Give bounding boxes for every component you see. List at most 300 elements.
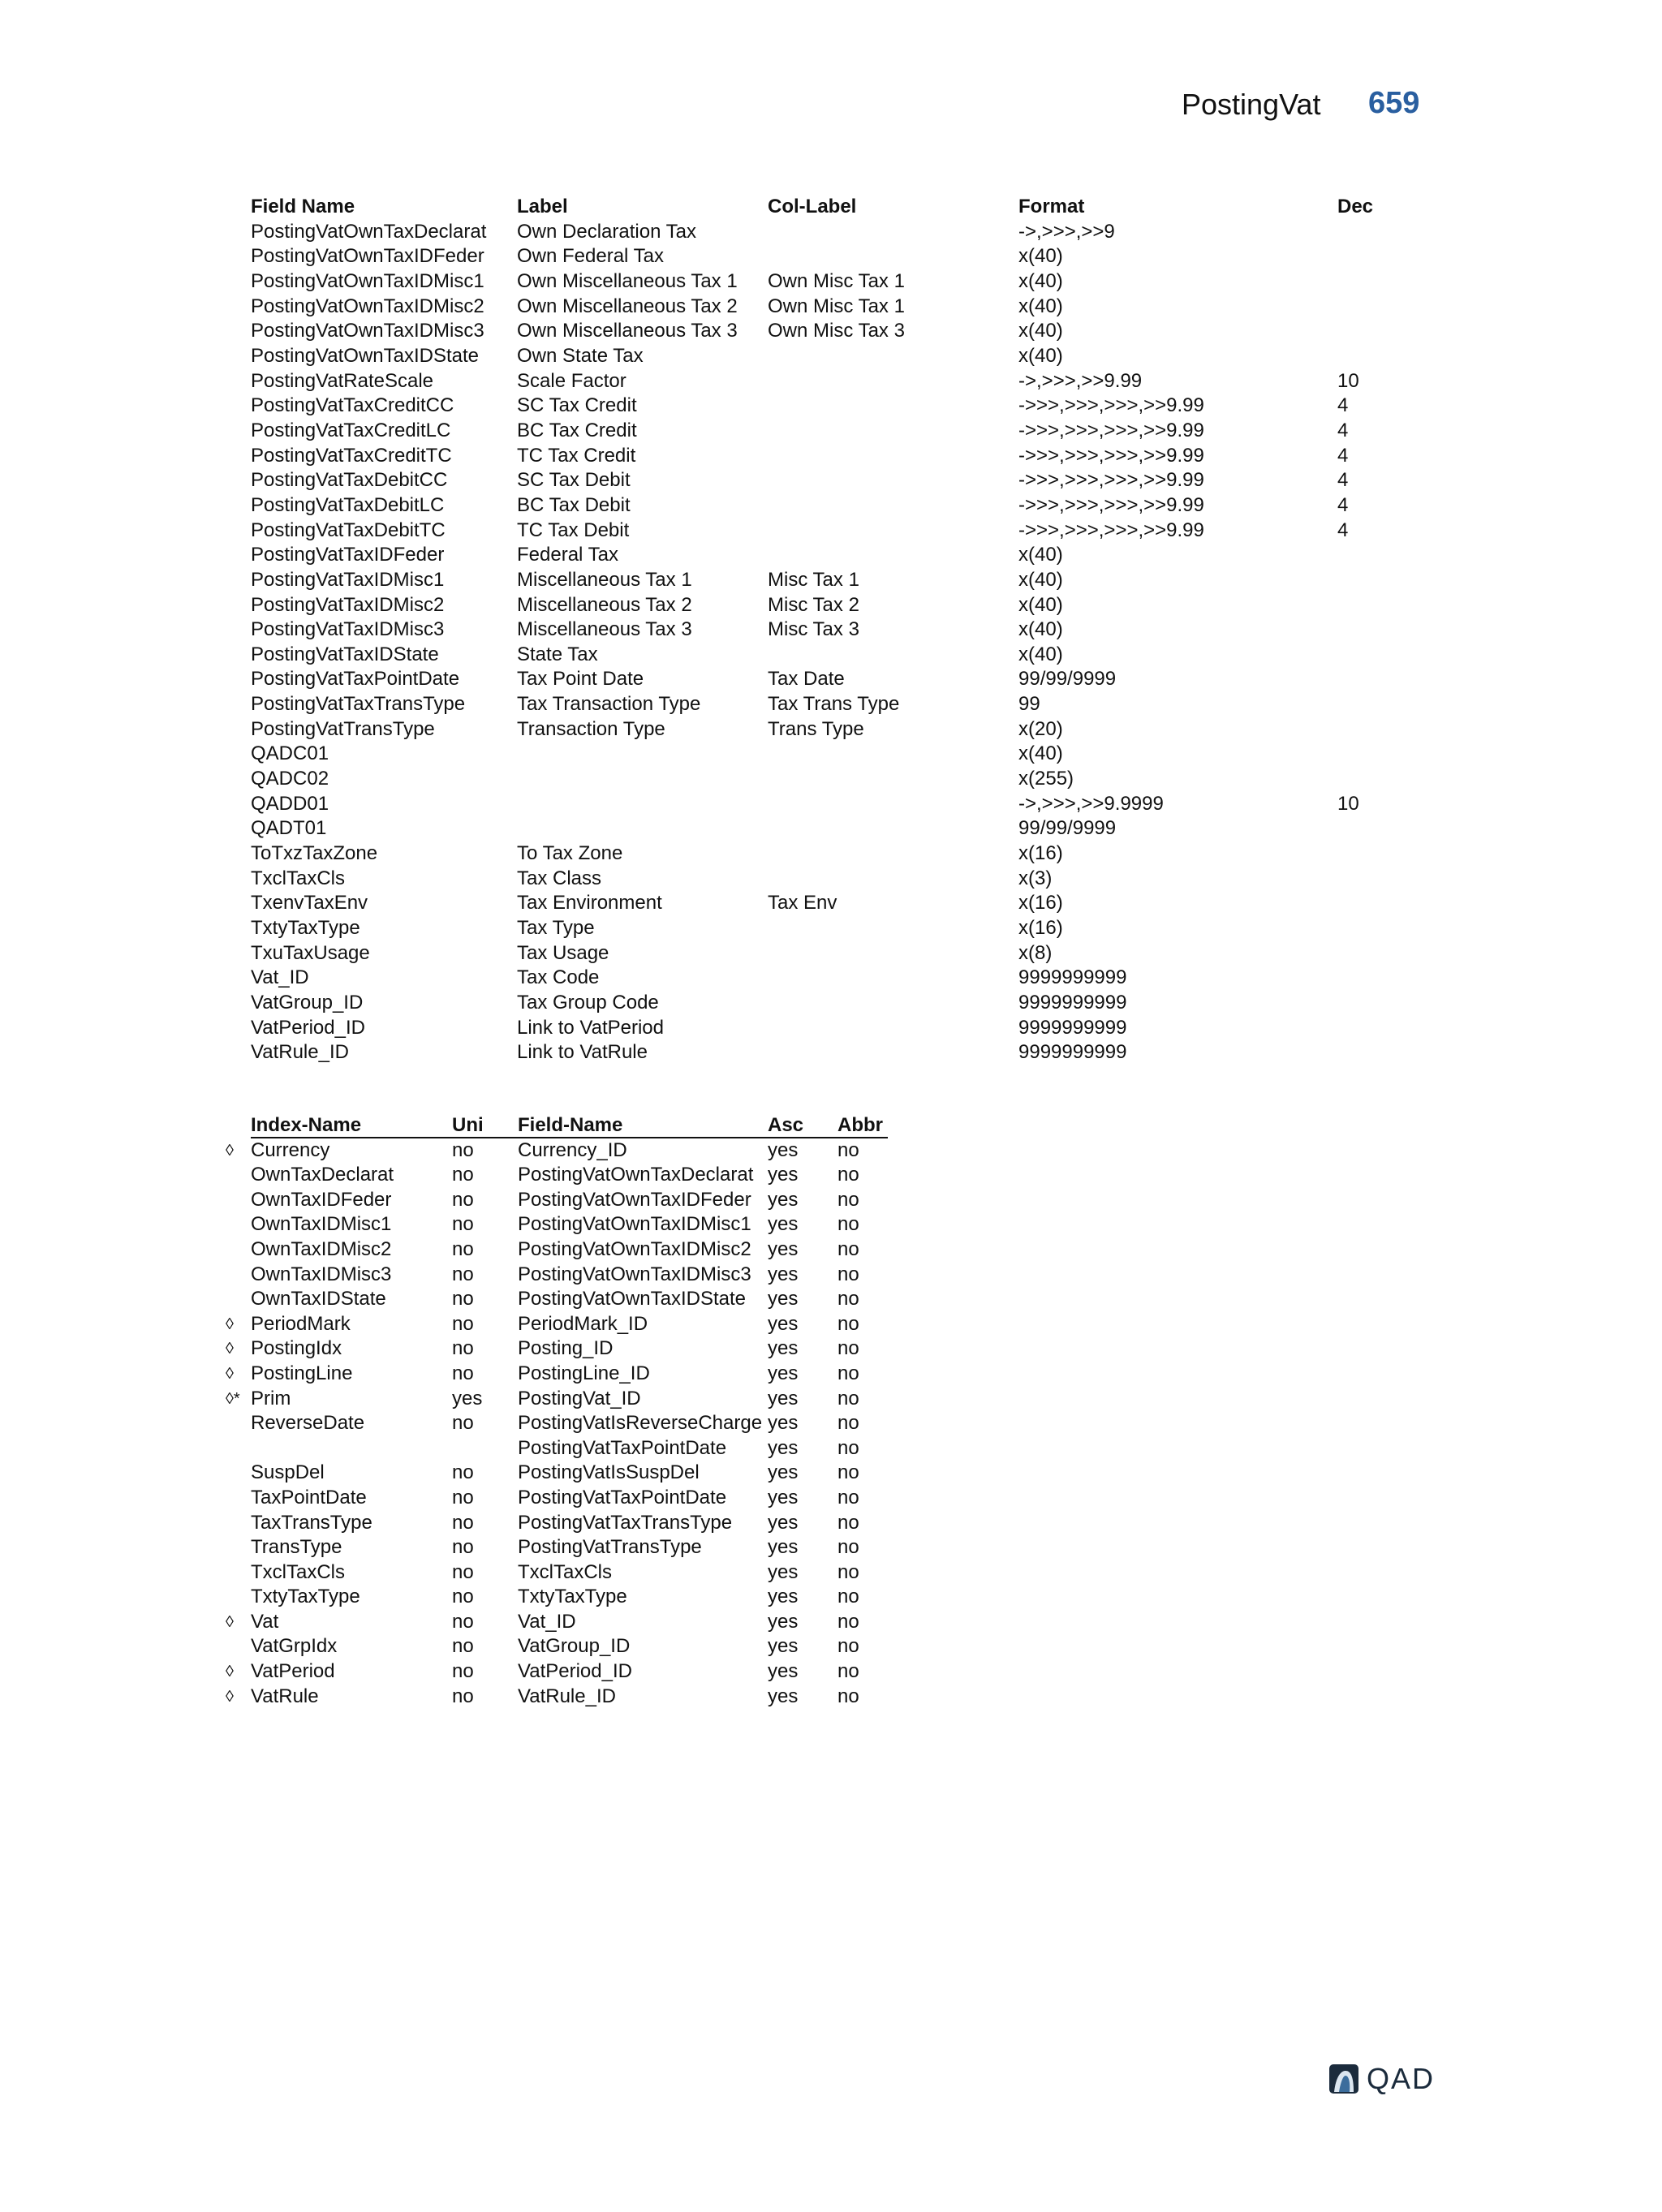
format-cell: x(255) [1018, 768, 1074, 790]
format-cell: ->>>,>>>,>>>,>>9.99 [1018, 469, 1204, 492]
table-row [251, 742, 1427, 767]
index-marker: ◊ [226, 1612, 234, 1631]
asc-cell: yes [768, 1536, 799, 1559]
table-row [251, 717, 1427, 742]
field-name-cell: VatPeriod_ID [518, 1660, 632, 1683]
table-row [251, 244, 1427, 269]
abbr-cell: no [837, 1560, 859, 1583]
label-cell: State Tax [517, 643, 598, 665]
format-cell: x(40) [1018, 295, 1063, 317]
index-name-cell: PostingIdx [251, 1337, 342, 1360]
format-cell: x(40) [1018, 593, 1063, 616]
asc-cell: yes [768, 1610, 799, 1633]
asc-cell: yes [768, 1560, 799, 1583]
table-row [251, 816, 1427, 841]
uni-cell: no [452, 1288, 474, 1310]
format-cell: x(16) [1018, 917, 1063, 940]
col-label-cell: Trans Type [768, 717, 864, 740]
abbr-cell: no [837, 1138, 859, 1161]
abbr-cell: no [837, 1188, 859, 1211]
table-row [226, 1312, 891, 1337]
field-table-header [251, 195, 1427, 220]
index-name-cell: VatGrpIdx [251, 1635, 338, 1658]
table-row [251, 468, 1427, 493]
qad-logo-text: QAD [1367, 2062, 1436, 2095]
col-label-cell: Misc Tax 3 [768, 618, 859, 641]
table-row [251, 269, 1427, 295]
label-cell: To Tax Zone [517, 842, 623, 865]
col-label-cell: Own Misc Tax 1 [768, 295, 905, 317]
format-cell: ->>>,>>>,>>>,>>9.99 [1018, 419, 1204, 441]
uni-cell: no [452, 1164, 474, 1186]
field-name-cell: PostingVatTaxDebitTC [251, 519, 446, 541]
field-name-cell: PostingVatOwnTaxIDMisc1 [251, 269, 484, 292]
abbr-cell: no [837, 1685, 859, 1707]
label-cell: SC Tax Debit [517, 469, 631, 492]
field-name-cell: PostingVatTaxPointDate [251, 668, 460, 691]
header-asc: Asc [768, 1114, 804, 1136]
uni-cell: no [452, 1610, 474, 1633]
abbr-cell: no [837, 1387, 859, 1409]
abbr-cell: no [837, 1610, 859, 1633]
table-row [251, 792, 1427, 817]
asc-cell: yes [768, 1511, 799, 1534]
col-label-cell: Misc Tax 2 [768, 593, 859, 616]
field-name-cell: PeriodMark_ID [518, 1312, 648, 1335]
field-table [251, 195, 1427, 1065]
table-row [251, 394, 1427, 419]
index-name-cell: TxtyTaxType [251, 1586, 360, 1608]
uni-cell: no [452, 1188, 474, 1211]
table-row [251, 344, 1427, 369]
format-cell: x(40) [1018, 618, 1063, 641]
table-row [226, 1486, 891, 1511]
label-cell: Miscellaneous Tax 1 [517, 568, 692, 591]
label-cell: Scale Factor [517, 369, 626, 392]
page-number: 659 [1368, 86, 1420, 120]
label-cell: BC Tax Credit [517, 419, 637, 441]
format-cell: ->>>,>>>,>>>,>>9.99 [1018, 444, 1204, 467]
asc-cell: yes [768, 1164, 799, 1186]
label-cell: SC Tax Credit [517, 394, 637, 417]
table-row [251, 519, 1427, 544]
field-name-cell: PostingVatOwnTaxIDState [518, 1288, 747, 1310]
label-cell: Federal Tax [517, 544, 618, 566]
field-name-cell: TxtyTaxType [251, 917, 360, 940]
format-cell: 99 [1018, 693, 1040, 716]
table-row [226, 1560, 891, 1586]
col-label-cell: Own Misc Tax 3 [768, 320, 905, 342]
field-name-cell: PostingVatIsSuspDel [518, 1461, 700, 1484]
field-name-cell: PostingVatTaxCreditCC [251, 394, 454, 417]
field-name-cell: PostingVatOwnTaxDeclarat [518, 1164, 754, 1186]
uni-cell: no [452, 1586, 474, 1608]
field-name-cell: PostingVatTransType [518, 1536, 702, 1559]
dec-cell: 4 [1337, 469, 1349, 492]
table-row [251, 444, 1427, 469]
index-marker: ◊ [226, 1340, 234, 1358]
uni-cell: yes [452, 1387, 483, 1409]
uni-cell: no [452, 1337, 474, 1360]
table-row [251, 991, 1427, 1016]
asc-cell: yes [768, 1412, 799, 1435]
field-name-cell: TxclTaxCls [251, 867, 346, 889]
format-cell: ->,>>>,>>9.99 [1018, 369, 1143, 392]
field-name-cell: VatRule_ID [518, 1685, 616, 1707]
asc-cell: yes [768, 1213, 799, 1236]
table-row [226, 1634, 891, 1659]
label-cell: Own Miscellaneous Tax 2 [517, 295, 738, 317]
index-name-cell: Vat [251, 1610, 279, 1633]
label-cell: Transaction Type [517, 717, 665, 740]
index-name-cell: OwnTaxIDMisc3 [251, 1263, 392, 1285]
field-name-cell: PostingVatIsReverseCharge [518, 1412, 763, 1435]
field-name-cell: PostingVatTaxIDFeder [251, 544, 445, 566]
abbr-cell: no [837, 1362, 859, 1384]
index-name-cell: ReverseDate [251, 1412, 365, 1435]
field-name-cell: PostingVatTaxIDMisc3 [251, 618, 445, 641]
format-cell: x(40) [1018, 544, 1063, 566]
field-name-cell: PostingVatOwnTaxDeclarat [251, 220, 487, 243]
header-index-name: Index-Name [251, 1114, 362, 1136]
table-row [251, 916, 1427, 941]
index-name-cell: OwnTaxIDMisc1 [251, 1213, 392, 1236]
header-label: Label [517, 196, 568, 217]
field-name-cell: PostingVatTaxCreditLC [251, 419, 451, 441]
uni-cell: no [452, 1660, 474, 1683]
dec-cell: 4 [1337, 519, 1349, 541]
format-cell: 9999999999 [1018, 992, 1127, 1013]
format-cell: ->,>>>,>>9 [1018, 220, 1115, 243]
table-row [226, 1237, 891, 1263]
table-row [226, 1461, 891, 1486]
format-cell: x(3) [1018, 867, 1053, 889]
header-col-label: Col-Label [768, 196, 857, 217]
format-cell: x(40) [1018, 742, 1063, 765]
abbr-cell: no [837, 1337, 859, 1360]
qad-logo-icon [1328, 2063, 1360, 2095]
uni-cell: no [452, 1511, 474, 1534]
uni-cell: no [452, 1560, 474, 1583]
table-row [226, 1263, 891, 1288]
index-marker: ◊ [226, 1141, 234, 1160]
label-cell: Tax Point Date [517, 668, 644, 691]
format-cell: ->>>,>>>,>>>,>>9.99 [1018, 394, 1204, 417]
asc-cell: yes [768, 1337, 799, 1360]
format-cell: ->,>>>,>>9.9999 [1018, 792, 1164, 815]
asc-cell: yes [768, 1362, 799, 1384]
field-name-cell: Currency_ID [518, 1138, 627, 1161]
col-label-cell: Own Misc Tax 1 [768, 269, 905, 292]
table-row [251, 419, 1427, 444]
field-name-cell: QADC01 [251, 742, 329, 765]
field-name-cell: PostingVatOwnTaxIDMisc1 [518, 1213, 751, 1236]
field-name-cell: PostingVatOwnTaxIDState [251, 344, 480, 367]
index-name-cell: SuspDel [251, 1461, 325, 1484]
asc-cell: yes [768, 1586, 799, 1608]
table-row [226, 1411, 891, 1436]
label-cell: Own Federal Tax [517, 245, 664, 268]
label-cell: Tax Code [517, 966, 600, 989]
index-marker: ◊ [226, 1663, 234, 1681]
uni-cell: no [452, 1213, 474, 1236]
abbr-cell: no [837, 1436, 859, 1459]
table-row [226, 1685, 891, 1710]
table-row [251, 841, 1427, 867]
abbr-cell: no [837, 1312, 859, 1335]
index-name-cell: TaxTransType [251, 1511, 372, 1534]
table-row [251, 618, 1427, 643]
asc-cell: yes [768, 1312, 799, 1335]
field-name-cell: PostingVatTaxDebitLC [251, 493, 445, 516]
header-abbr: Abbr [837, 1114, 883, 1136]
format-cell: x(16) [1018, 842, 1063, 865]
asc-cell: yes [768, 1188, 799, 1211]
dec-cell: 10 [1337, 792, 1359, 815]
label-cell: Own Miscellaneous Tax 1 [517, 269, 738, 292]
col-label-cell: Tax Env [768, 892, 837, 914]
label-cell: BC Tax Debit [517, 493, 631, 516]
table-row [251, 692, 1427, 717]
abbr-cell: no [837, 1237, 859, 1260]
field-name-cell: TxclTaxCls [518, 1560, 613, 1583]
index-marker: ◊ [226, 1687, 234, 1706]
field-name-cell: PostingVatOwnTaxIDMisc2 [251, 295, 484, 317]
uni-cell: no [452, 1412, 474, 1435]
col-label-cell: Tax Trans Type [768, 693, 900, 716]
uni-cell: no [452, 1237, 474, 1260]
label-cell: Own State Tax [517, 344, 644, 367]
uni-cell: no [452, 1536, 474, 1559]
format-cell: x(40) [1018, 344, 1063, 367]
col-label-cell: Tax Date [768, 668, 845, 691]
uni-cell: no [452, 1685, 474, 1707]
label-cell: Tax Usage [517, 941, 609, 964]
table-row [226, 1659, 891, 1685]
field-name-cell: QADC02 [251, 768, 329, 790]
format-cell: ->>>,>>>,>>>,>>9.99 [1018, 519, 1204, 541]
index-name-cell: PostingLine [251, 1362, 353, 1384]
index-name-cell: PeriodMark [251, 1312, 351, 1335]
field-name-cell: PostingVatTaxIDMisc2 [251, 593, 445, 616]
field-name-cell: PostingVatTaxPointDate [518, 1486, 727, 1508]
format-cell: x(40) [1018, 568, 1063, 591]
label-cell: Link to VatRule [517, 1041, 648, 1064]
field-name-cell: PostingVatOwnTaxIDMisc3 [518, 1263, 751, 1285]
asc-cell: yes [768, 1387, 799, 1409]
index-name-cell: OwnTaxIDState [251, 1288, 386, 1310]
index-name-cell: TxclTaxCls [251, 1560, 346, 1583]
field-name-cell: PostingVatOwnTaxIDMisc2 [518, 1237, 751, 1260]
table-row [251, 667, 1427, 692]
asc-cell: yes [768, 1486, 799, 1508]
asc-cell: yes [768, 1436, 799, 1459]
table-row [251, 891, 1427, 916]
abbr-cell: no [837, 1412, 859, 1435]
table-row [226, 1387, 891, 1412]
abbr-cell: no [837, 1536, 859, 1559]
index-table-body [226, 1138, 891, 1710]
label-cell: TC Tax Credit [517, 444, 636, 467]
label-cell: Tax Environment [517, 892, 662, 914]
header-uni: Uni [452, 1114, 484, 1136]
field-name-cell: PostingVatOwnTaxIDFeder [518, 1188, 751, 1211]
table-row [226, 1610, 891, 1635]
abbr-cell: no [837, 1586, 859, 1608]
index-name-cell: OwnTaxIDMisc2 [251, 1237, 392, 1260]
field-name-cell: QADD01 [251, 792, 329, 815]
label-cell: Miscellaneous Tax 2 [517, 593, 692, 616]
abbr-cell: no [837, 1164, 859, 1186]
field-table-body [251, 220, 1427, 1065]
field-name-cell: PostingLine_ID [518, 1362, 650, 1384]
field-name-cell: VatRule_ID [251, 1041, 349, 1064]
index-name-cell: Prim [251, 1387, 291, 1409]
table-row [251, 319, 1427, 344]
label-cell: Tax Group Code [517, 992, 659, 1013]
header-format: Format [1018, 196, 1085, 217]
table-row [226, 1163, 891, 1188]
table-row [226, 1287, 891, 1312]
asc-cell: yes [768, 1263, 799, 1285]
format-cell: x(40) [1018, 269, 1063, 292]
index-marker: ◊ [226, 1364, 234, 1383]
table-row [251, 966, 1427, 991]
index-name-cell: TaxPointDate [251, 1486, 367, 1508]
table-row [226, 1188, 891, 1213]
index-name-cell: OwnTaxDeclarat [251, 1164, 394, 1186]
field-name-cell: PostingVatTaxTransType [251, 693, 466, 716]
dec-cell: 4 [1337, 444, 1349, 467]
format-cell: x(8) [1018, 941, 1053, 964]
field-name-cell: QADT01 [251, 817, 327, 840]
format-cell: x(40) [1018, 245, 1063, 268]
abbr-cell: no [837, 1486, 859, 1508]
field-name-cell: Posting_ID [518, 1337, 614, 1360]
field-name-cell: PostingVatTransType [251, 717, 435, 740]
field-name-cell: PostingVatTaxDebitCC [251, 469, 448, 492]
table-row [251, 493, 1427, 519]
abbr-cell: no [837, 1213, 859, 1236]
index-name-cell: VatRule [251, 1685, 319, 1707]
field-name-cell: PostingVatOwnTaxIDFeder [251, 245, 484, 268]
format-cell: 9999999999 [1018, 966, 1127, 989]
field-name-cell: Vat_ID [251, 966, 309, 989]
abbr-cell: no [837, 1511, 859, 1534]
label-cell: Miscellaneous Tax 3 [517, 618, 692, 641]
asc-cell: yes [768, 1685, 799, 1707]
field-name-cell: PostingVatTaxPointDate [518, 1436, 727, 1459]
format-cell: 99/99/9999 [1018, 817, 1117, 840]
label-cell: Tax Class [517, 867, 602, 889]
label-cell: Tax Transaction Type [517, 693, 701, 716]
field-name-cell: VatPeriod_ID [251, 1016, 365, 1039]
uni-cell: no [452, 1461, 474, 1484]
index-table-header [226, 1113, 891, 1138]
field-name-cell: VatGroup_ID [518, 1635, 631, 1658]
dec-cell: 10 [1337, 369, 1359, 392]
uni-cell: no [452, 1362, 474, 1384]
table-row [251, 941, 1427, 966]
table-row [251, 220, 1427, 245]
header-dec: Dec [1337, 196, 1374, 217]
index-name-cell: Currency [251, 1138, 330, 1161]
format-cell: x(20) [1018, 717, 1063, 740]
index-marker: ◊ [226, 1315, 234, 1333]
asc-cell: yes [768, 1288, 799, 1310]
header-field-name: Field Name [251, 196, 355, 217]
field-name-cell: PostingVatRateScale [251, 369, 434, 392]
field-name-cell: PostingVatTaxIDState [251, 643, 439, 665]
table-row [226, 1336, 891, 1362]
field-name-cell: TxuTaxUsage [251, 941, 370, 964]
field-name-cell: PostingVat_ID [518, 1387, 641, 1409]
dec-cell: 4 [1337, 394, 1349, 417]
table-row [226, 1585, 891, 1610]
abbr-cell: no [837, 1635, 859, 1658]
table-row [251, 568, 1427, 593]
field-name-cell: Vat_ID [518, 1610, 576, 1633]
field-name-cell: PostingVatTaxIDMisc1 [251, 568, 445, 591]
asc-cell: yes [768, 1138, 799, 1161]
asc-cell: yes [768, 1237, 799, 1260]
table-row [226, 1212, 891, 1237]
label-cell: Tax Type [517, 917, 595, 940]
field-name-cell: TxenvTaxEnv [251, 892, 368, 914]
field-name-cell: ToTxzTaxZone [251, 842, 378, 865]
table-row [226, 1436, 891, 1461]
table-row [251, 295, 1427, 320]
asc-cell: yes [768, 1635, 799, 1658]
uni-cell: no [452, 1312, 474, 1335]
field-name-cell: PostingVatTaxCreditTC [251, 444, 452, 467]
uni-cell: no [452, 1486, 474, 1508]
field-name-cell: PostingVatTaxTransType [518, 1511, 733, 1534]
format-cell: 9999999999 [1018, 1016, 1127, 1039]
table-row [251, 1040, 1427, 1065]
asc-cell: yes [768, 1461, 799, 1484]
index-table [226, 1113, 891, 1709]
qad-logo [1328, 2063, 1449, 2103]
field-name-cell: PostingVatOwnTaxIDMisc3 [251, 320, 484, 342]
format-cell: x(16) [1018, 892, 1063, 914]
uni-cell: no [452, 1263, 474, 1285]
abbr-cell: no [837, 1288, 859, 1310]
field-name-cell: VatGroup_ID [251, 992, 364, 1013]
index-name-cell: TransType [251, 1536, 342, 1559]
page-header [1182, 88, 1425, 128]
table-row [251, 543, 1427, 568]
format-cell: x(40) [1018, 643, 1063, 665]
format-cell: x(40) [1018, 320, 1063, 342]
header-field-name: Field-Name [518, 1114, 623, 1136]
table-row [251, 867, 1427, 892]
index-marker: ◊* [226, 1389, 240, 1408]
uni-cell: no [452, 1635, 474, 1658]
format-cell: 9999999999 [1018, 1041, 1127, 1064]
table-row [226, 1511, 891, 1536]
table-row [226, 1535, 891, 1560]
format-cell: ->>>,>>>,>>>,>>9.99 [1018, 493, 1204, 516]
table-row [251, 369, 1427, 394]
col-label-cell: Misc Tax 1 [768, 568, 859, 591]
page-title: PostingVat [1182, 88, 1321, 121]
field-name-cell: TxtyTaxType [518, 1586, 627, 1608]
asc-cell: yes [768, 1660, 799, 1683]
label-cell: TC Tax Debit [517, 519, 630, 541]
table-row [251, 643, 1427, 668]
index-name-cell: OwnTaxIDFeder [251, 1188, 392, 1211]
